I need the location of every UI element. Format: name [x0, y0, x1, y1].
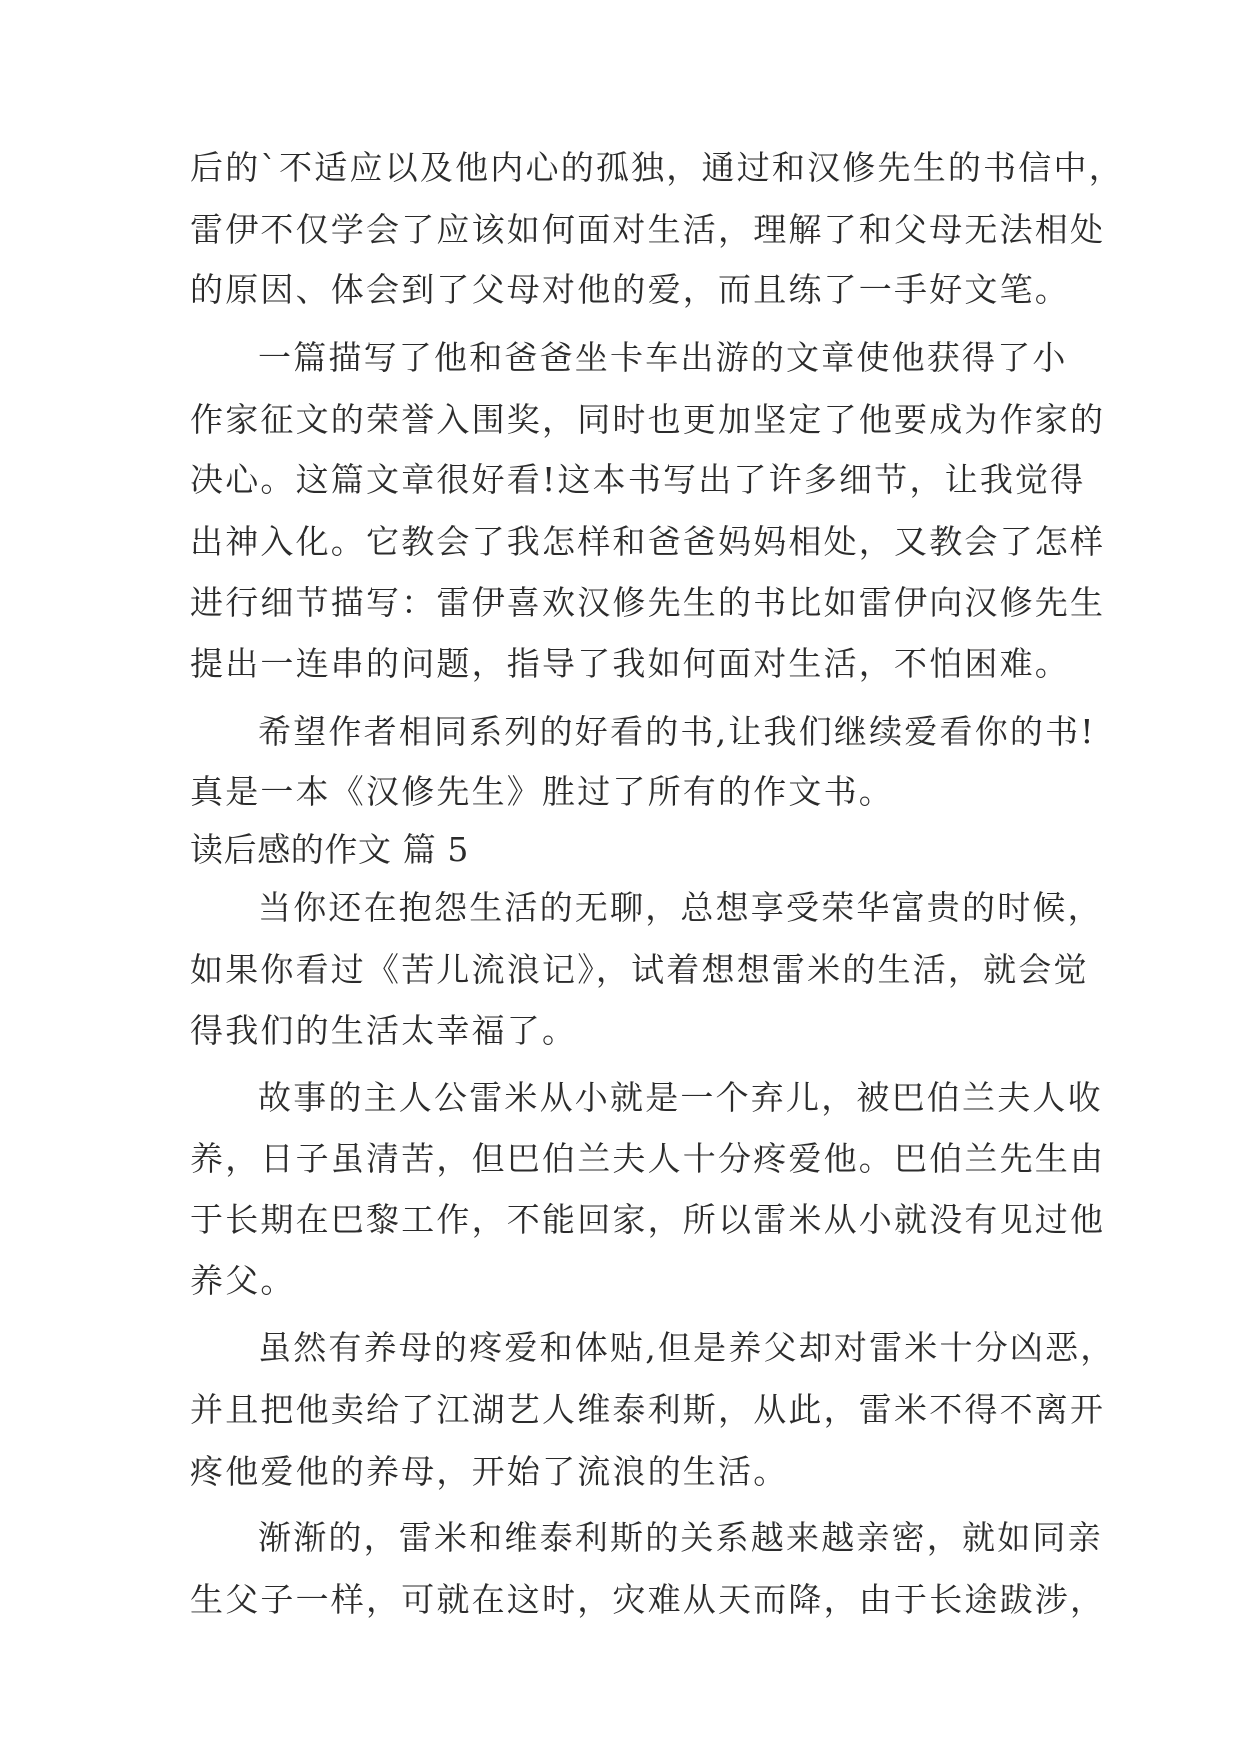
body-line: 于长期在巴黎工作，不能回家，所以雷米从小就没有见过他 [190, 1200, 1106, 1239]
paragraph-first-line: 故事的主人公雷米从小就是一个弃儿，被巴伯兰夫人收 [258, 1078, 1103, 1117]
body-line: 的原因、体会到了父母对他的爱，而且练了一手好文笔。 [190, 270, 1070, 309]
paragraph-first-line: 当你还在抱怨生活的无聊，总想享受荣华富贵的时候， [258, 888, 1103, 927]
section-heading: 读后感的作文 篇 5 [190, 830, 469, 869]
body-line: 疼他爱他的养母，开始了流浪的生活。 [190, 1452, 789, 1491]
body-line: 生父子一样，可就在这时，灾难从天而降，由于长途跋涉， [190, 1580, 1106, 1619]
paragraph-first-line: 虽然有养母的疼爱和体贴,但是养父却对雷米十分凶恶， [258, 1328, 1116, 1367]
paragraph-first-line: 渐渐的，雷米和维泰利斯的关系越来越亲密，就如同亲 [258, 1518, 1103, 1557]
body-line: 决心。这篇文章很好看!这本书写出了许多细节，让我觉得 [190, 460, 1086, 499]
body-line: 作家征文的荣誉入围奖，同时也更加坚定了他要成为作家的 [190, 400, 1106, 439]
body-line: 出神入化。它教会了我怎样和爸爸妈妈相处，又教会了怎样 [190, 522, 1106, 561]
body-line: 如果你看过《苦儿流浪记》，试着想想雷米的生活，就会觉 [190, 950, 1089, 989]
body-line: 提出一连串的问题，指导了我如何面对生活，不怕困难。 [190, 644, 1070, 683]
body-line: 养，日子虽清苦，但巴伯兰夫人十分疼爱他。巴伯兰先生由 [190, 1139, 1106, 1178]
body-line: 进行细节描写：雷伊喜欢汉修先生的书比如雷伊向汉修先生 [190, 583, 1106, 622]
body-line: 得我们的生活太幸福了。 [190, 1011, 578, 1050]
body-line: 真是一本《汉修先生》胜过了所有的作文书。 [190, 772, 894, 811]
paragraph-first-line: 一篇描写了他和爸爸坐卡车出游的文章使他获得了小 [258, 338, 1068, 377]
paragraph-first-line: 希望作者相同系列的好看的书,让我们继续爱看你的书! [258, 712, 1096, 751]
body-line: 后的`不适应以及他内心的孤独，通过和汉修先生的书信中， [190, 148, 1124, 187]
body-line: 养父。 [190, 1261, 296, 1300]
body-line: 并且把他卖给了江湖艺人维泰利斯，从此，雷米不得不离开 [190, 1390, 1106, 1429]
body-line: 雷伊不仅学会了应该如何面对生活，理解了和父母无法相处 [190, 210, 1106, 249]
